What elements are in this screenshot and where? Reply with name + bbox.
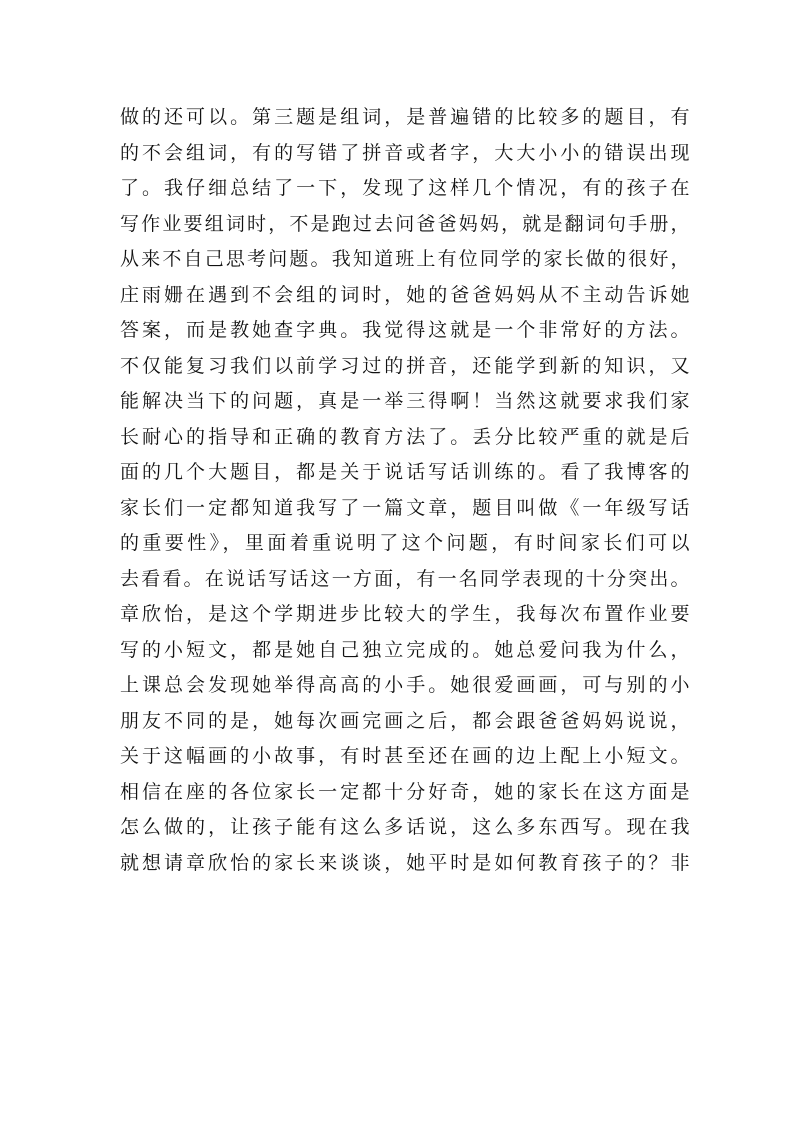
text-line-19: 关于这幅画的小故事，有时甚至还在画的边上配上小短文。 bbox=[120, 745, 690, 767]
text-line-3: 了。我仔细总结了一下，发现了这样几个情况，有的孩子在 bbox=[120, 177, 690, 199]
body-text bbox=[120, 100, 690, 881]
text-line-2: 的不会组词，有的写错了拼音或者字，大大小小的错误出现 bbox=[120, 141, 690, 164]
text-line-8: 不仅能复习我们以前学习过的拼音，还能学到新的知识，又 bbox=[120, 354, 690, 377]
text-line-20: 相信在座的各位家长一定都十分好奇，她的家长在这方面是 bbox=[120, 780, 690, 803]
text-line-16: 写的小短文，都是她自己独立完成的。她总爱问我为什么， bbox=[120, 638, 690, 661]
text-line-14: 去看看。在说话写话这一方面，有一名同学表现的十分突出。 bbox=[120, 567, 690, 590]
text-line-7: 答案，而是教她查字典。我觉得这就是一个非常好的方法。 bbox=[120, 319, 690, 341]
text-line-13: 的重要性》，里面着重说明了这个问题，有时间家长们可以 bbox=[120, 532, 690, 554]
text-line-21: 怎么做的，让孩子能有这么多话说，这么多东西写。现在我 bbox=[120, 816, 690, 838]
text-line-17: 上课总会发现她举得高高的小手。她很爱画画，可与别的小 bbox=[120, 674, 690, 696]
text-line-22: 就想请章欣怡的家长来谈谈，她平时是如何教育孩子的？非 bbox=[120, 851, 690, 874]
text-line-1: 做的还可以。第三题是组词，是普遍错的比较多的题目，有 bbox=[120, 106, 690, 128]
text-line-11: 面的几个大题目，都是关于说话写话训练的。看了我博客的 bbox=[120, 461, 690, 483]
text-line-10: 长耐心的指导和正确的教育方法了。丢分比较严重的就是后 bbox=[120, 425, 690, 448]
text-line-9: 能解决当下的问题，真是一举三得啊！当然这就要求我们家 bbox=[120, 390, 690, 412]
text-line-6: 庄雨姗在遇到不会组的词时，她的爸爸妈妈从不主动告诉她 bbox=[120, 283, 690, 306]
text-line-4: 写作业要组词时，不是跑过去问爸爸妈妈，就是翻词句手册， bbox=[120, 212, 690, 235]
text-line-18: 朋友不同的是，她每次画完画之后，都会跟爸爸妈妈说说， bbox=[120, 709, 690, 732]
text-line-5: 从来不自己思考问题。我知道班上有位同学的家长做的很好， bbox=[120, 248, 690, 270]
text-line-15: 章欣怡，是这个学期进步比较大的学生，我每次布置作业要 bbox=[120, 603, 690, 625]
text-line-12: 家长们一定都知道我写了一篇文章，题目叫做《一年级写话 bbox=[120, 496, 690, 519]
